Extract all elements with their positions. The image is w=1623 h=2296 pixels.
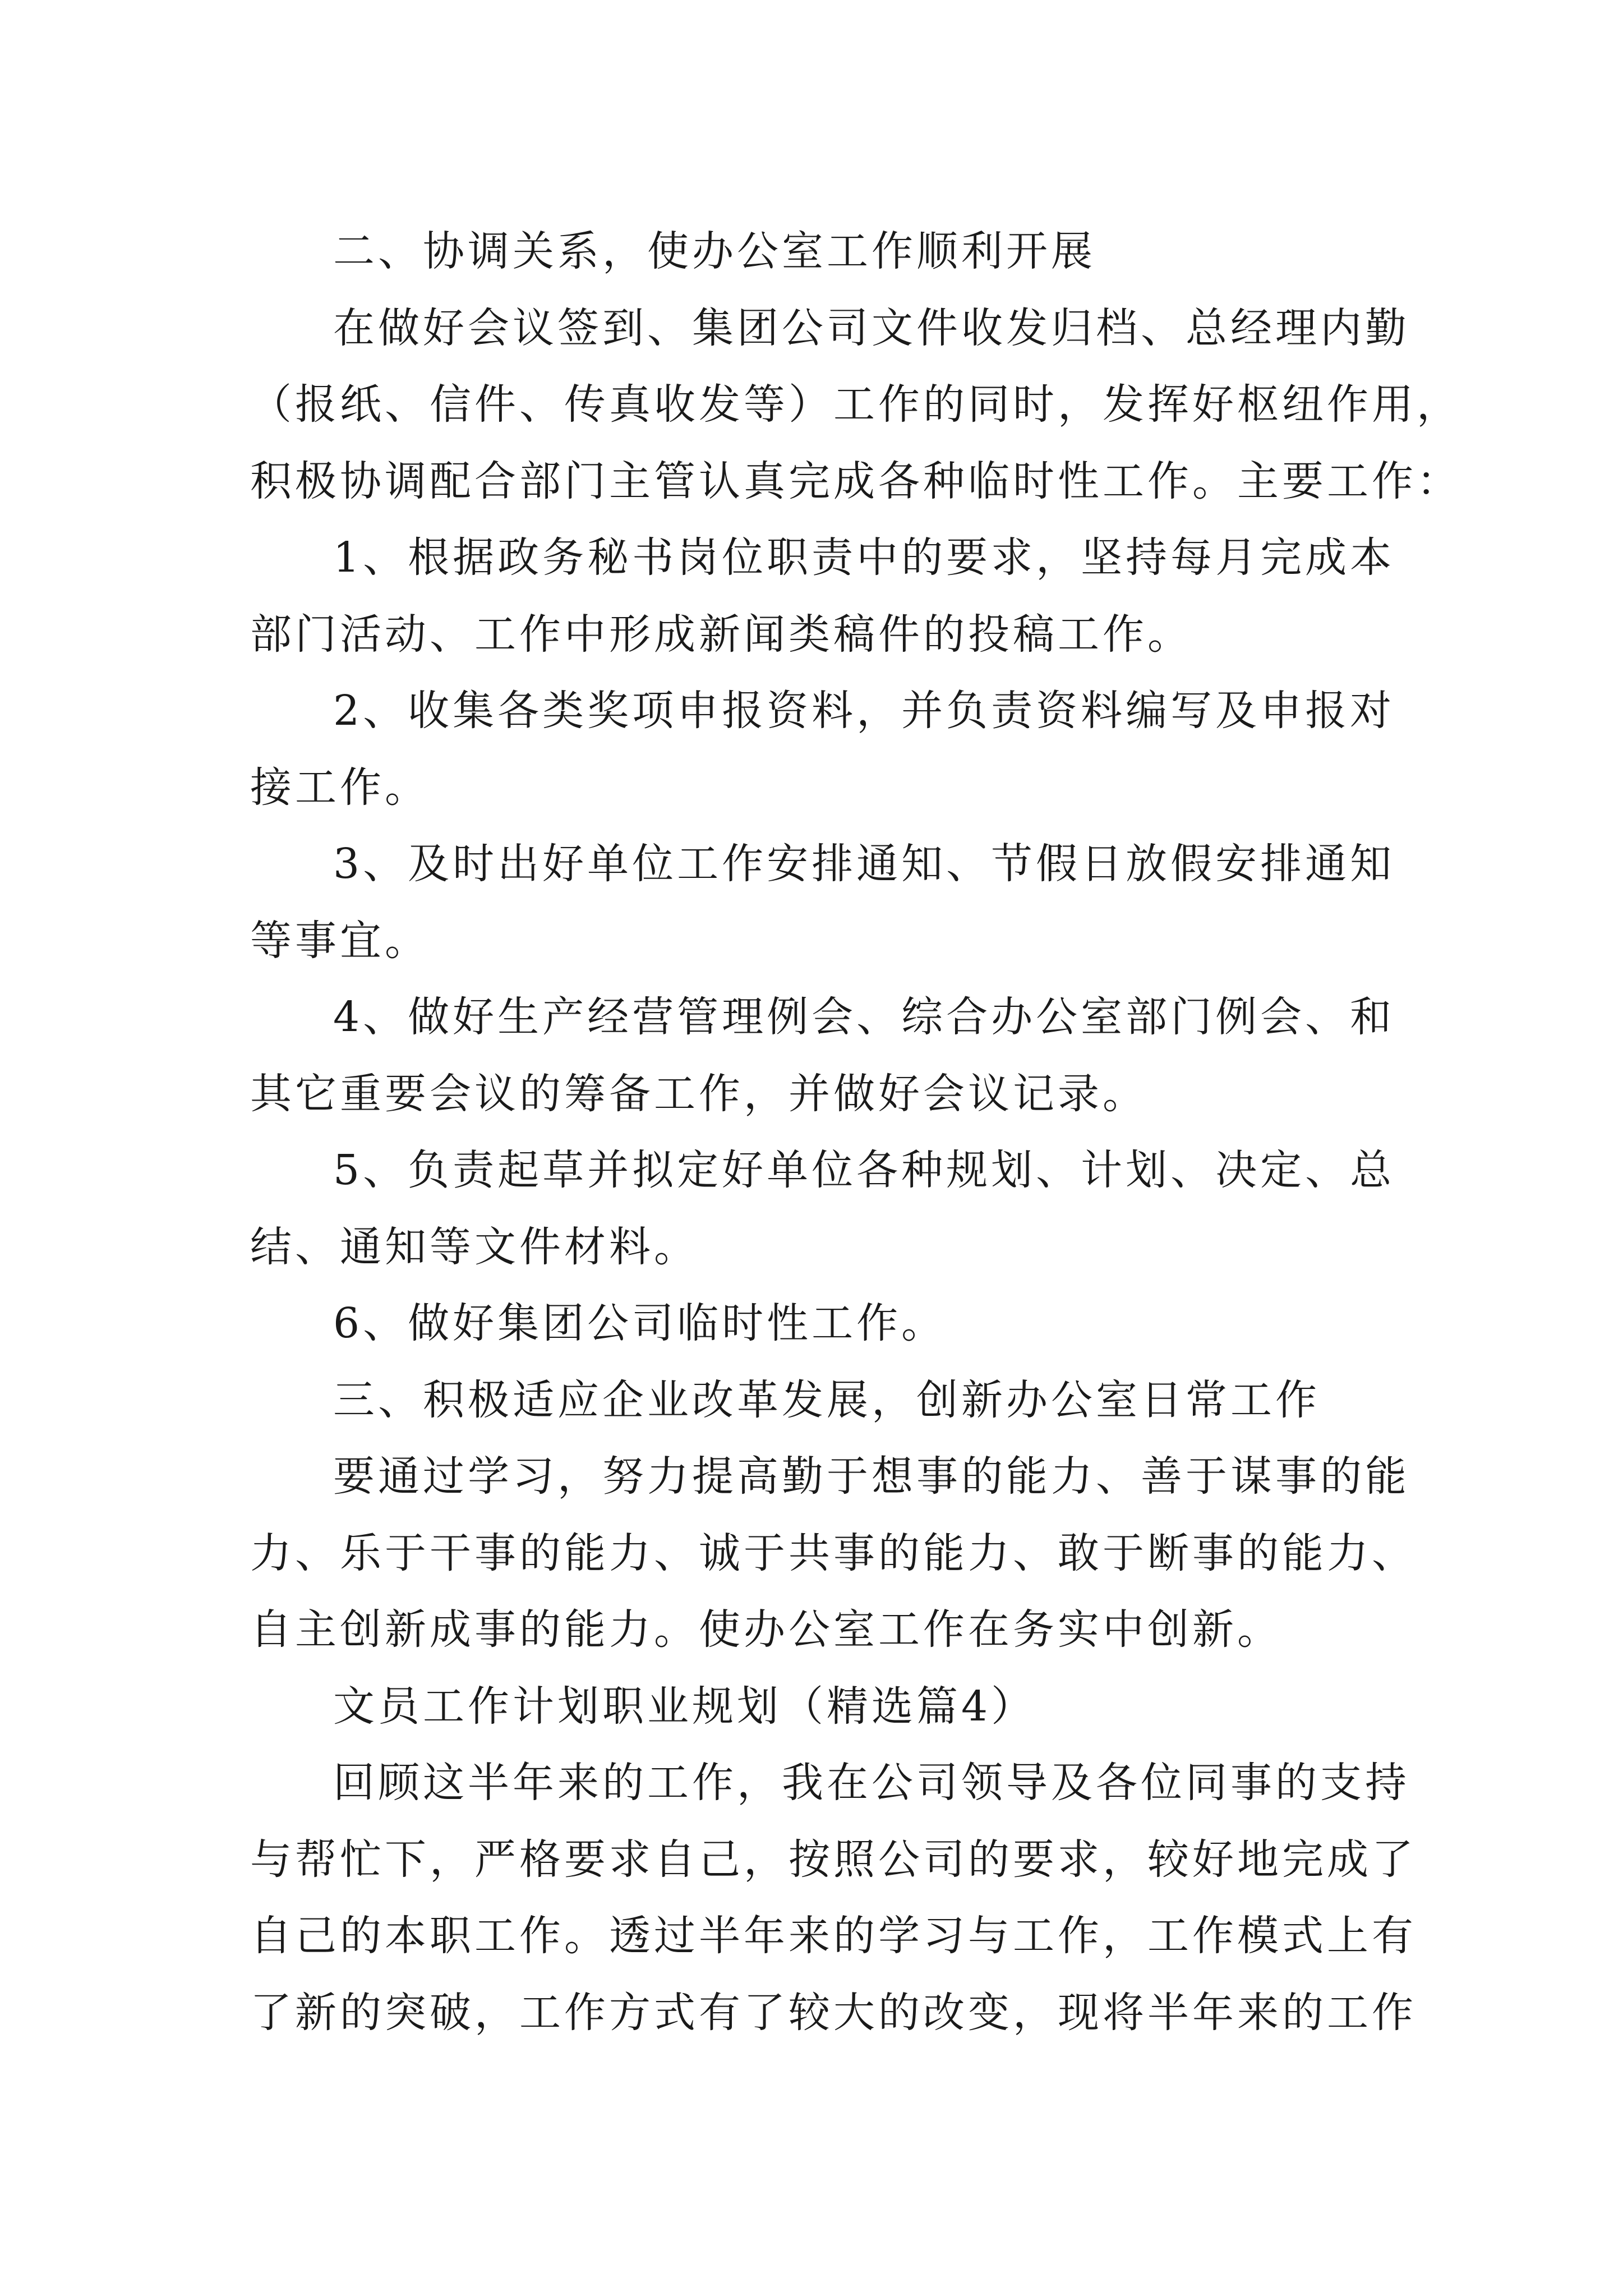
- list-item-2: 2、收集各类奖项申报资料，并负责资料编写及申报对: [333, 687, 1395, 735]
- paragraph-line: （报纸、信件、传真收发等）工作的同时，发挥好枢纽作用，: [250, 380, 1461, 429]
- paragraph-line: 在做好会议签到、集团公司文件收发归档、总经理内勤: [333, 303, 1410, 352]
- list-item-5-cont: 结、通知等文件材料。: [250, 1222, 699, 1271]
- paragraph-line: 与帮忙下，严格要求自己，按照公司的要求，较好地完成了: [250, 1835, 1417, 1884]
- list-item-5: 5、负责起草并拟定好单位各种规划、计划、决定、总: [333, 1146, 1395, 1194]
- list-item-1-cont: 部门活动、工作中形成新闻类稿件的投稿工作。: [250, 610, 1192, 659]
- article-subtitle: 文员工作计划职业规划（精选篇4）: [333, 1682, 1036, 1731]
- paragraph-line: 了新的突破，工作方式有了较大的改变，现将半年来的工作: [250, 1988, 1417, 2037]
- paragraph-line: 自己的本职工作。透过半年来的学习与工作，工作模式上有: [250, 1912, 1417, 1960]
- paragraph-line: 回顾这半年来的工作，我在公司领导及各位同事的支持: [333, 1759, 1410, 1807]
- list-item-4-cont: 其它重要会议的筹备工作，并做好会议记录。: [250, 1069, 1147, 1118]
- list-item-1: 1、根据政务秘书岗位职责中的要求，坚持每月完成本: [333, 533, 1395, 582]
- document-body: [250, 213, 1461, 2051]
- list-item-6: 6、做好集团公司临时性工作。: [333, 1299, 947, 1347]
- paragraph-line: 积极协调配合部门主管认真完成各种临时性工作。主要工作：: [250, 457, 1461, 505]
- section-heading-2: 二、协调关系，使办公室工作顺利开展: [333, 227, 1096, 275]
- paragraph-line: 自主创新成事的能力。使办公室工作在务实中创新。: [250, 1605, 1282, 1654]
- list-item-3-cont: 等事宜。: [250, 916, 430, 965]
- paragraph-line: 要通过学习，努力提高勤于想事的能力、善于谋事的能: [333, 1452, 1410, 1501]
- section-heading-3: 三、积极适应企业改革发展，创新办公室日常工作: [333, 1375, 1320, 1424]
- paragraph-line: 力、乐于干事的能力、诚于共事的能力、敢于断事的能力、: [250, 1529, 1417, 1577]
- list-item-3: 3、及时出好单位工作安排通知、节假日放假安排通知: [333, 840, 1395, 888]
- list-item-4: 4、做好生产经营管理例会、综合办公室部门例会、和: [333, 993, 1395, 1041]
- list-item-2-cont: 接工作。: [250, 763, 430, 812]
